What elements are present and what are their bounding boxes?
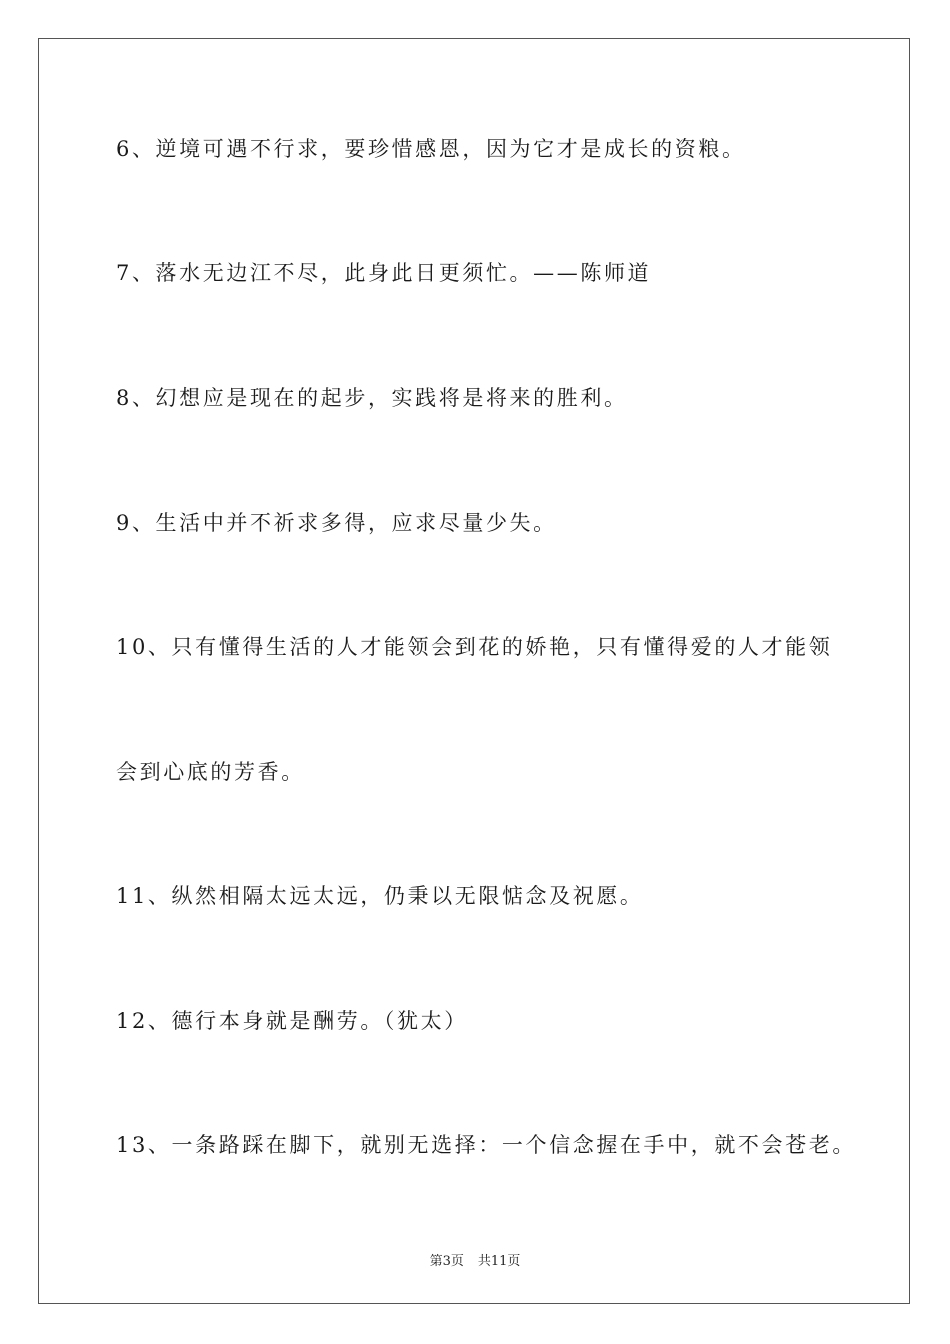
quote-line-9: 9、生活中并不祈求多得，应求尽量少失。 bbox=[116, 511, 557, 535]
quote-line-11: 11、纵然相隔太远太远，仍秉以无限惦念及祝愿。 bbox=[116, 884, 644, 908]
quote-line-12: 12、德行本身就是酬劳。（犹太） bbox=[116, 1009, 468, 1033]
quote-line-10-continued: 会到心底的芳香。 bbox=[116, 760, 305, 784]
total-pages-label: 共11页 bbox=[477, 1254, 521, 1269]
page-footer bbox=[0, 1250, 950, 1269]
page-border bbox=[38, 38, 910, 1304]
quote-line-10: 10、只有懂得生活的人才能领会到花的娇艳，只有懂得爱的人才能领 bbox=[116, 635, 833, 659]
quote-line-13: 13、一条路踩在脚下，就别无选择：一个信念握在手中，就不会苍老。 bbox=[116, 1133, 856, 1157]
quote-line-7: 7、落水无边江不尽，此身此日更须忙。——陈师道 bbox=[116, 261, 652, 285]
quote-line-6: 6、逆境可遇不行求，要珍惜感恩，因为它才是成长的资粮。 bbox=[116, 137, 746, 161]
current-page-label: 第3页 bbox=[429, 1254, 464, 1269]
quote-line-8: 8、幻想应是现在的起步，实践将是将来的胜利。 bbox=[116, 386, 628, 410]
